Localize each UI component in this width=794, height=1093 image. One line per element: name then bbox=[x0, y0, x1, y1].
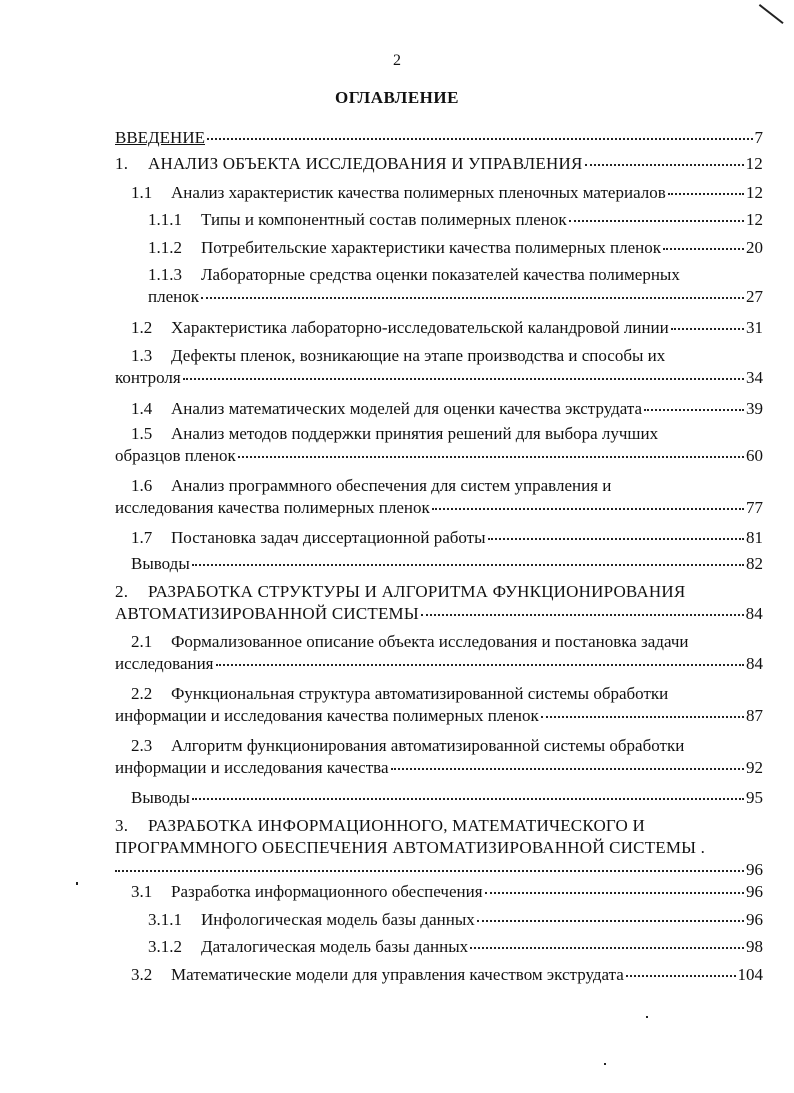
dot-leader bbox=[183, 377, 744, 380]
dot-leader bbox=[644, 408, 744, 411]
toc-entry-text: Типы и компонентный состав полимерных пленок bbox=[201, 210, 567, 229]
toc-entry-number: 1.7 bbox=[131, 528, 153, 547]
toc-entry-page: 27 bbox=[746, 287, 763, 306]
toc-entry-page: 39 bbox=[746, 399, 763, 418]
toc-entry-text: Формализованное описание объекта исследования и постановка задачи bbox=[171, 632, 689, 651]
page-number: 2 bbox=[393, 52, 401, 69]
toc-entry-page: 20 bbox=[746, 238, 763, 257]
toc-entry-text: Выводы bbox=[131, 788, 190, 807]
toc-entry-page: 84 bbox=[746, 654, 763, 673]
toc-entry-subsection-1-1-1[interactable] bbox=[115, 209, 763, 237]
dot-leader bbox=[115, 869, 744, 872]
toc-entry-conclusions-2[interactable] bbox=[115, 787, 763, 815]
dot-leader bbox=[421, 613, 744, 616]
toc-entry-number: 2.3 bbox=[131, 736, 153, 755]
toc-title: ОГЛАВЛЕНИЕ bbox=[335, 88, 459, 107]
dot-leader bbox=[671, 327, 744, 330]
toc-entry-text: Анализ характеристик качества полимерных пленочных материалов bbox=[171, 183, 666, 202]
dot-leader bbox=[485, 891, 744, 894]
toc-entry-number: 3.2 bbox=[131, 965, 153, 984]
toc-entry-number: 1.1.1 bbox=[148, 210, 182, 229]
scan-speck bbox=[646, 1016, 648, 1018]
scan-speck bbox=[76, 882, 78, 885]
toc-entry-text: Функциональная структура автоматизированной системы обработки bbox=[171, 684, 669, 703]
toc-entry-page: 60 bbox=[746, 446, 763, 465]
toc-entry-text: Выводы bbox=[131, 554, 190, 573]
dot-leader bbox=[201, 296, 744, 299]
toc-entry-subsection-3-1-2[interactable] bbox=[115, 936, 763, 964]
toc-entry-section-3-1[interactable] bbox=[115, 881, 763, 909]
toc-entry-number: 3. bbox=[115, 816, 129, 835]
toc-entry-text: Разработка информационного обеспечения bbox=[171, 882, 483, 901]
toc-entry-text: Анализ математических моделей для оценки качества экструдата bbox=[171, 399, 643, 418]
toc-entry-page: 96 bbox=[746, 882, 763, 901]
toc-entry-page: 87 bbox=[746, 706, 763, 725]
toc-entry-page: 92 bbox=[746, 758, 763, 777]
dot-leader bbox=[626, 974, 736, 977]
toc-entry-chapter-2[interactable] bbox=[115, 581, 763, 631]
dot-leader bbox=[668, 192, 744, 195]
toc-entry-page: 96 bbox=[746, 910, 763, 929]
toc-entry-conclusions-1[interactable] bbox=[115, 553, 763, 581]
toc-entry-text: Анализ программного обеспечения для систем управления и bbox=[171, 476, 612, 495]
toc-entry-text: РАЗРАБОТКА ИНФОРМАЦИОННОГО, МАТЕМАТИЧЕСКОГО И bbox=[148, 816, 645, 835]
toc-entry-number: 1.6 bbox=[131, 476, 153, 495]
toc-entry-page: 81 bbox=[746, 528, 763, 547]
toc-entry-text-continued: контроля bbox=[115, 368, 181, 387]
toc-entry-page: 82 bbox=[746, 554, 763, 573]
toc-entry-text: Анализ методов поддержки принятия решений для выбора лучших bbox=[171, 424, 659, 443]
toc-entry-page: 7 bbox=[754, 128, 763, 147]
toc-entry-text: Лабораторные средства оценки показателей качества полимерных bbox=[201, 265, 680, 284]
toc-entry-number: 1.3 bbox=[131, 346, 153, 365]
dot-leader bbox=[238, 455, 744, 458]
toc-entry-subsection-3-1-1[interactable] bbox=[115, 909, 763, 936]
table-of-contents bbox=[115, 127, 763, 992]
scan-speck bbox=[604, 1063, 606, 1065]
dot-leader bbox=[488, 537, 744, 540]
toc-entry-number: 1.1.2 bbox=[148, 238, 182, 257]
toc-entry-chapter-1[interactable] bbox=[115, 153, 763, 182]
toc-entry-page: 31 bbox=[746, 318, 763, 337]
toc-entry-subsection-1-1-2[interactable] bbox=[115, 237, 763, 264]
toc-entry-chapter-3[interactable] bbox=[115, 815, 763, 881]
toc-entry-text: Характеристика лабораторно-исследовательской каландровой линии bbox=[171, 318, 669, 337]
toc-entry-page: 96 bbox=[746, 860, 763, 879]
toc-entry-section-1-5[interactable] bbox=[115, 423, 763, 475]
toc-entry-section-2-2[interactable] bbox=[115, 683, 763, 735]
toc-entry-page: 12 bbox=[746, 210, 763, 229]
toc-entry-number: 1. bbox=[115, 154, 129, 173]
dot-leader bbox=[541, 715, 744, 718]
toc-entry-page: 34 bbox=[746, 368, 763, 387]
toc-entry-page: 84 bbox=[745, 604, 763, 623]
toc-entry-subsection-1-1-3[interactable] bbox=[115, 264, 763, 317]
toc-entry-text-continued: ПРОГРАММНОГО ОБЕСПЕЧЕНИЯ АВТОМАТИЗИРОВАННОЙ СИСТЕМЫ . bbox=[115, 838, 706, 857]
toc-entry-text: ВВЕДЕНИЕ bbox=[115, 128, 205, 147]
dot-leader bbox=[470, 946, 744, 949]
toc-entry-page: 104 bbox=[737, 965, 763, 984]
toc-entry-introduction[interactable] bbox=[115, 127, 763, 153]
dot-leader bbox=[569, 219, 744, 222]
toc-entry-number: 2.1 bbox=[131, 632, 153, 651]
dot-leader bbox=[663, 247, 744, 250]
toc-entry-number: 1.4 bbox=[131, 399, 153, 418]
toc-entry-section-1-1[interactable] bbox=[115, 182, 763, 209]
toc-entry-page: 12 bbox=[745, 154, 763, 173]
toc-entry-page: 12 bbox=[746, 183, 763, 202]
toc-entry-text: Инфологическая модель базы данных bbox=[201, 910, 475, 929]
toc-entry-text-continued: исследования bbox=[115, 654, 214, 673]
toc-entry-section-2-1[interactable] bbox=[115, 631, 763, 683]
dot-leader bbox=[432, 507, 744, 510]
toc-entry-number: 2. bbox=[115, 582, 129, 601]
dot-leader bbox=[216, 663, 744, 666]
toc-entry-text: РАЗРАБОТКА СТРУКТУРЫ И АЛГОРИТМА ФУНКЦИОНИРОВАНИЯ bbox=[148, 582, 686, 601]
toc-entry-text-continued: образцов пленок bbox=[115, 446, 236, 465]
toc-entry-text-continued: исследования качества полимерных пленок bbox=[115, 498, 430, 517]
corner-scan-mark bbox=[759, 4, 784, 24]
dot-leader bbox=[207, 137, 753, 140]
toc-entry-number: 1.1 bbox=[131, 183, 153, 202]
toc-entry-number: 3.1.2 bbox=[148, 937, 182, 956]
toc-entry-text: Математические модели для управления качеством экструдата bbox=[171, 965, 624, 984]
toc-entry-number: 3.1 bbox=[131, 882, 153, 901]
toc-entry-text: Алгоритм функционирования автоматизированной системы обработки bbox=[171, 736, 685, 755]
toc-entry-page: 95 bbox=[746, 788, 763, 807]
toc-entry-page: 98 bbox=[746, 937, 763, 956]
toc-entry-text: Дефекты пленок, возникающие на этапе производства и способы их bbox=[171, 346, 666, 365]
dot-leader bbox=[585, 163, 744, 166]
toc-entry-number: 1.1.3 bbox=[148, 265, 182, 284]
toc-entry-text-continued: информации и исследования качества полимерных пленок bbox=[115, 706, 539, 725]
toc-entry-text-continued: пленок bbox=[148, 287, 199, 306]
toc-entry-section-1-3[interactable] bbox=[115, 345, 763, 398]
toc-entry-text: Постановка задач диссертационной работы bbox=[171, 528, 486, 547]
toc-entry-section-1-6[interactable] bbox=[115, 475, 763, 527]
toc-entry-number: 3.1.1 bbox=[148, 910, 182, 929]
toc-entry-text-continued: информации и исследования качества bbox=[115, 758, 389, 777]
toc-entry-text: Потребительские характеристики качества полимерных пленок bbox=[201, 238, 662, 257]
toc-entry-number: 2.2 bbox=[131, 684, 153, 703]
toc-entry-section-2-3[interactable] bbox=[115, 735, 763, 787]
dot-leader bbox=[391, 767, 745, 770]
toc-entry-number: 1.2 bbox=[131, 318, 153, 337]
dot-leader bbox=[477, 919, 744, 922]
toc-entry-section-3-2[interactable] bbox=[115, 964, 763, 992]
toc-entry-section-1-2[interactable] bbox=[115, 317, 763, 345]
toc-entry-text-continued: АВТОМАТИЗИРОВАННОЙ СИСТЕМЫ bbox=[115, 604, 419, 623]
toc-entry-text: Даталогическая модель базы данных bbox=[201, 937, 469, 956]
toc-entry-page: 77 bbox=[746, 498, 763, 517]
toc-entry-number: 1.5 bbox=[131, 424, 153, 443]
toc-entry-section-1-4[interactable] bbox=[115, 398, 763, 423]
dot-leader bbox=[192, 797, 744, 800]
toc-entry-text: АНАЛИЗ ОБЪЕКТА ИССЛЕДОВАНИЯ И УПРАВЛЕНИЯ bbox=[148, 154, 583, 173]
dot-leader bbox=[192, 563, 744, 566]
toc-entry-section-1-7[interactable] bbox=[115, 527, 763, 553]
